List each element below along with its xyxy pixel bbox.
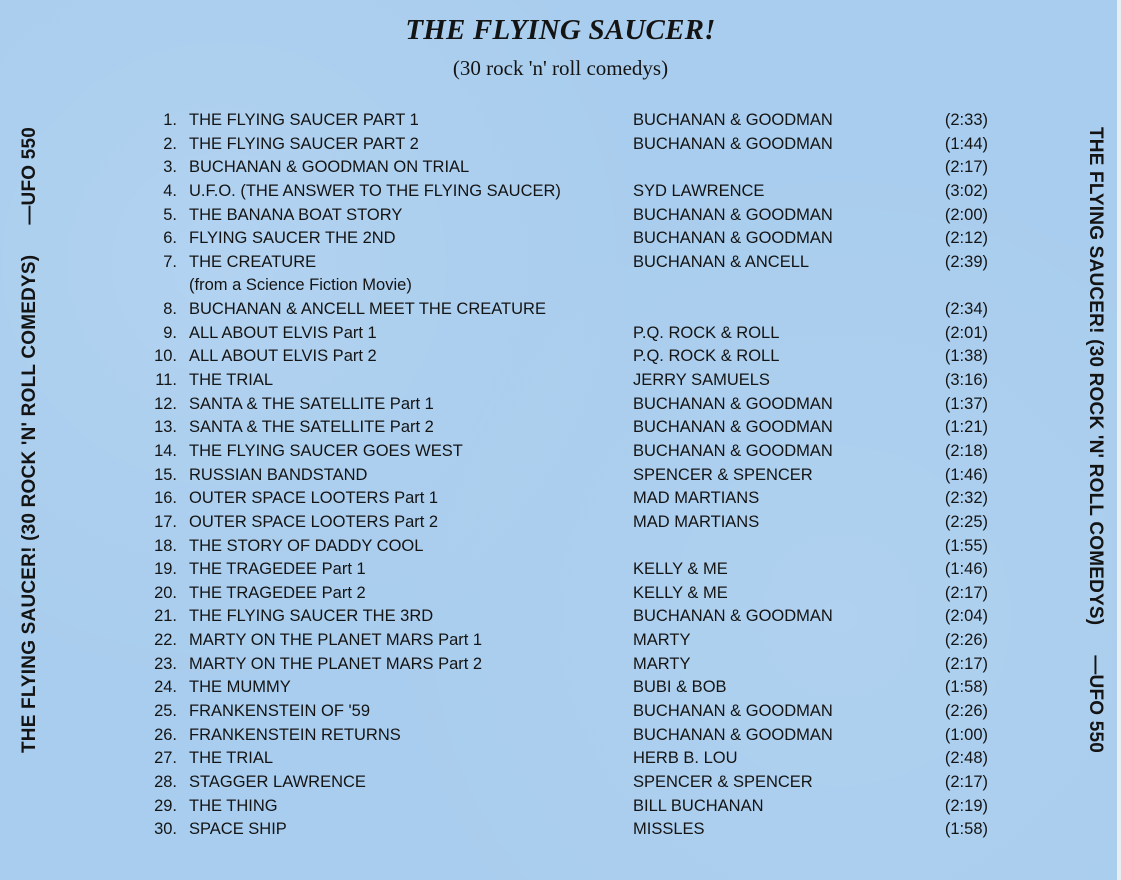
track-artist: BUCHANAN & GOODMAN <box>633 134 833 153</box>
track-title: THE STORY OF DADDY COOL <box>189 536 424 555</box>
track-row <box>0 700 1121 724</box>
track-number: 9. <box>163 323 177 342</box>
track-row <box>0 771 1121 795</box>
track-artist: HERB B. LOU <box>633 749 738 768</box>
track-number: 27. <box>154 749 177 768</box>
track-duration: (3:16) <box>944 371 988 390</box>
track-row <box>0 511 1121 535</box>
track-row <box>0 818 1121 842</box>
track-artist: BUCHANAN & GOODMAN <box>633 205 833 224</box>
track-duration: (1:58) <box>944 820 988 839</box>
track-title: OUTER SPACE LOOTERS Part 1 <box>189 489 439 508</box>
track-number: 30. <box>154 820 177 839</box>
track-number: 21. <box>154 607 177 626</box>
track-title: THE FLYING SAUCER GOES WEST <box>189 441 463 460</box>
track-number: 19. <box>154 560 177 579</box>
track-duration: (2:26) <box>944 702 988 721</box>
track-title: BUCHANAN & ANCELL MEET THE CREATURE <box>189 300 546 319</box>
track-number: 25. <box>154 702 177 721</box>
track-number: 18. <box>154 536 177 555</box>
track-duration: (2:48) <box>944 749 988 768</box>
track-artist: P.Q. ROCK & ROLL <box>633 347 780 366</box>
track-title: (from a Science Fiction Movie) <box>189 276 412 295</box>
track-row <box>0 724 1121 748</box>
track-duration: (1:58) <box>944 678 988 697</box>
track-row <box>0 440 1121 464</box>
track-duration: (2:26) <box>944 631 988 650</box>
track-duration: (2:12) <box>944 229 988 248</box>
track-title: THE CREATURE <box>189 252 317 271</box>
track-number: 13. <box>154 418 177 437</box>
track-number: 10. <box>154 347 177 366</box>
track-row <box>0 747 1121 771</box>
track-number: 23. <box>154 654 177 673</box>
track-row <box>0 109 1121 133</box>
track-title: SANTA & THE SATELLITE Part 1 <box>189 394 434 413</box>
track-number: 3. <box>163 158 177 177</box>
track-title: FLYING SAUCER THE 2ND <box>189 229 396 248</box>
track-title: THE FLYING SAUCER PART 2 <box>189 134 419 153</box>
track-number: 12. <box>154 394 177 413</box>
track-title: U.F.O. (THE ANSWER TO THE FLYING SAUCER) <box>189 181 561 200</box>
track-title: THE FLYING SAUCER PART 1 <box>189 111 419 129</box>
track-duration: (2:04) <box>944 607 988 626</box>
track-artist: MARTY <box>633 631 691 650</box>
track-title: ALL ABOUT ELVIS Part 1 <box>189 323 377 342</box>
track-artist: P.Q. ROCK & ROLL <box>633 323 780 342</box>
spine-left-catalog: —UFO 550 <box>19 126 40 225</box>
track-number: 11. <box>155 371 177 390</box>
track-row <box>0 558 1121 582</box>
track-artist: SYD LAWRENCE <box>633 181 765 200</box>
spine-left-title: THE FLYING SAUCER! (30 ROCK 'N' ROLL COMEDYS) <box>19 254 40 754</box>
track-duration: (1:46) <box>944 560 988 579</box>
track-row <box>0 629 1121 653</box>
track-title: THE TRAGEDEE Part 2 <box>189 583 366 602</box>
track-artist: BUCHANAN & GOODMAN <box>633 394 833 413</box>
track-title: THE TRAGEDEE Part 1 <box>189 560 366 579</box>
track-artist: SPENCER & SPENCER <box>633 772 813 791</box>
track-number: 8. <box>163 300 177 319</box>
track-duration: (2:17) <box>944 772 988 791</box>
track-row <box>0 487 1121 511</box>
track-row <box>0 204 1121 228</box>
track-duration: (2:39) <box>944 252 988 271</box>
track-number: 26. <box>154 725 177 744</box>
track-duration: (2:01) <box>944 323 988 342</box>
track-artist: BILL BUCHANAN <box>633 796 764 815</box>
track-number: 6. <box>163 229 177 248</box>
track-artist: BUCHANAN & GOODMAN <box>633 702 833 721</box>
track-duration: (1:21) <box>944 418 988 437</box>
track-artist: JERRY SAMUELS <box>633 371 770 390</box>
track-artist: BUCHANAN & GOODMAN <box>633 441 833 460</box>
track-row <box>0 676 1121 700</box>
album-subtitle: (30 rock 'n' roll comedys) <box>452 56 669 80</box>
track-row <box>0 582 1121 606</box>
track-row <box>0 133 1121 157</box>
track-duration: (1:00) <box>944 725 988 744</box>
track-title: THE TRIAL <box>189 371 274 390</box>
track-row <box>0 156 1121 180</box>
track-number: 29. <box>154 796 177 815</box>
track-list <box>0 109 1121 842</box>
track-row <box>0 535 1121 559</box>
album-title: THE FLYING SAUCER! <box>405 14 716 46</box>
track-number: 20. <box>154 583 177 602</box>
track-title: SANTA & THE SATELLITE Part 2 <box>189 418 434 437</box>
track-artist: MARTY <box>633 654 691 673</box>
track-title: FRANKENSTEIN RETURNS <box>189 725 401 744</box>
track-duration: (1:55) <box>944 536 988 555</box>
track-artist: BUBI & BOB <box>633 678 727 697</box>
track-row <box>0 464 1121 488</box>
track-row <box>0 322 1121 346</box>
track-artist: BUCHANAN & GOODMAN <box>633 607 833 626</box>
track-artist: BUCHANAN & GOODMAN <box>633 418 833 437</box>
track-title: THE MUMMY <box>189 678 291 697</box>
track-row <box>0 653 1121 677</box>
track-row <box>0 795 1121 819</box>
track-title: THE BANANA BOAT STORY <box>189 205 403 224</box>
track-duration: (2:32) <box>944 489 988 508</box>
track-duration: (2:17) <box>944 654 988 673</box>
track-title: THE TRIAL <box>189 749 274 768</box>
track-number: 17. <box>154 512 177 531</box>
track-row <box>0 369 1121 393</box>
track-row <box>0 393 1121 417</box>
track-title: STAGGER LAWRENCE <box>189 772 366 791</box>
track-duration: (2:25) <box>944 512 988 531</box>
track-title: SPACE SHIP <box>189 820 287 839</box>
track-artist: MAD MARTIANS <box>633 489 760 508</box>
track-row <box>0 605 1121 629</box>
track-duration: (1:44) <box>944 134 988 153</box>
track-row <box>0 345 1121 369</box>
track-row <box>0 298 1121 322</box>
track-duration: (2:19) <box>944 796 988 815</box>
track-duration: (1:38) <box>944 347 988 366</box>
track-number: 22. <box>154 631 177 650</box>
track-artist: BUCHANAN & GOODMAN <box>633 725 833 744</box>
track-title: THE FLYING SAUCER THE 3RD <box>189 607 434 626</box>
track-row <box>0 251 1121 275</box>
track-row <box>0 180 1121 204</box>
track-artist: MAD MARTIANS <box>633 512 760 531</box>
track-duration: (2:33) <box>944 111 988 129</box>
track-artist: KELLY & ME <box>633 560 728 579</box>
track-number: 14. <box>154 441 177 460</box>
track-title: ALL ABOUT ELVIS Part 2 <box>189 347 377 366</box>
track-number: 5. <box>163 205 177 224</box>
track-title: MARTY ON THE PLANET MARS Part 2 <box>189 654 483 673</box>
track-duration: (2:34) <box>944 300 988 319</box>
track-number: 16. <box>154 489 177 508</box>
track-number: 28. <box>154 772 177 791</box>
track-title: RUSSIAN BANDSTAND <box>189 465 368 484</box>
spine-right-title: THE FLYING SAUCER! (30 ROCK 'N' ROLL COMEDYS) <box>1085 126 1106 626</box>
track-title: BUCHANAN & GOODMAN ON TRIAL <box>189 158 470 177</box>
track-duration: (3:02) <box>944 181 988 200</box>
track-duration: (1:37) <box>944 394 988 413</box>
spine-right-catalog: —UFO 550 <box>1085 655 1106 754</box>
track-artist: KELLY & ME <box>633 583 728 602</box>
track-row <box>0 227 1121 251</box>
track-row <box>0 416 1121 440</box>
track-number: 24. <box>154 678 177 697</box>
track-number: 15. <box>154 465 177 484</box>
track-duration: (2:17) <box>944 583 988 602</box>
track-title: FRANKENSTEIN OF '59 <box>189 702 371 721</box>
track-artist: SPENCER & SPENCER <box>633 465 813 484</box>
track-title: THE THING <box>189 796 278 815</box>
track-title: MARTY ON THE PLANET MARS Part 1 <box>189 631 483 650</box>
track-duration: (2:00) <box>944 205 988 224</box>
track-number: 1. <box>163 111 177 129</box>
track-row <box>0 274 1121 298</box>
track-artist: MISSLES <box>633 820 705 839</box>
track-artist: BUCHANAN & GOODMAN <box>633 111 833 129</box>
track-duration: (2:18) <box>944 441 988 460</box>
track-title: OUTER SPACE LOOTERS Part 2 <box>189 512 439 531</box>
track-duration: (1:46) <box>944 465 988 484</box>
track-number: 7. <box>163 252 177 271</box>
track-artist: BUCHANAN & ANCELL <box>633 252 810 271</box>
track-artist: BUCHANAN & GOODMAN <box>633 229 833 248</box>
track-duration: (2:17) <box>944 158 988 177</box>
track-number: 2. <box>163 134 177 153</box>
track-number: 4. <box>163 181 177 200</box>
